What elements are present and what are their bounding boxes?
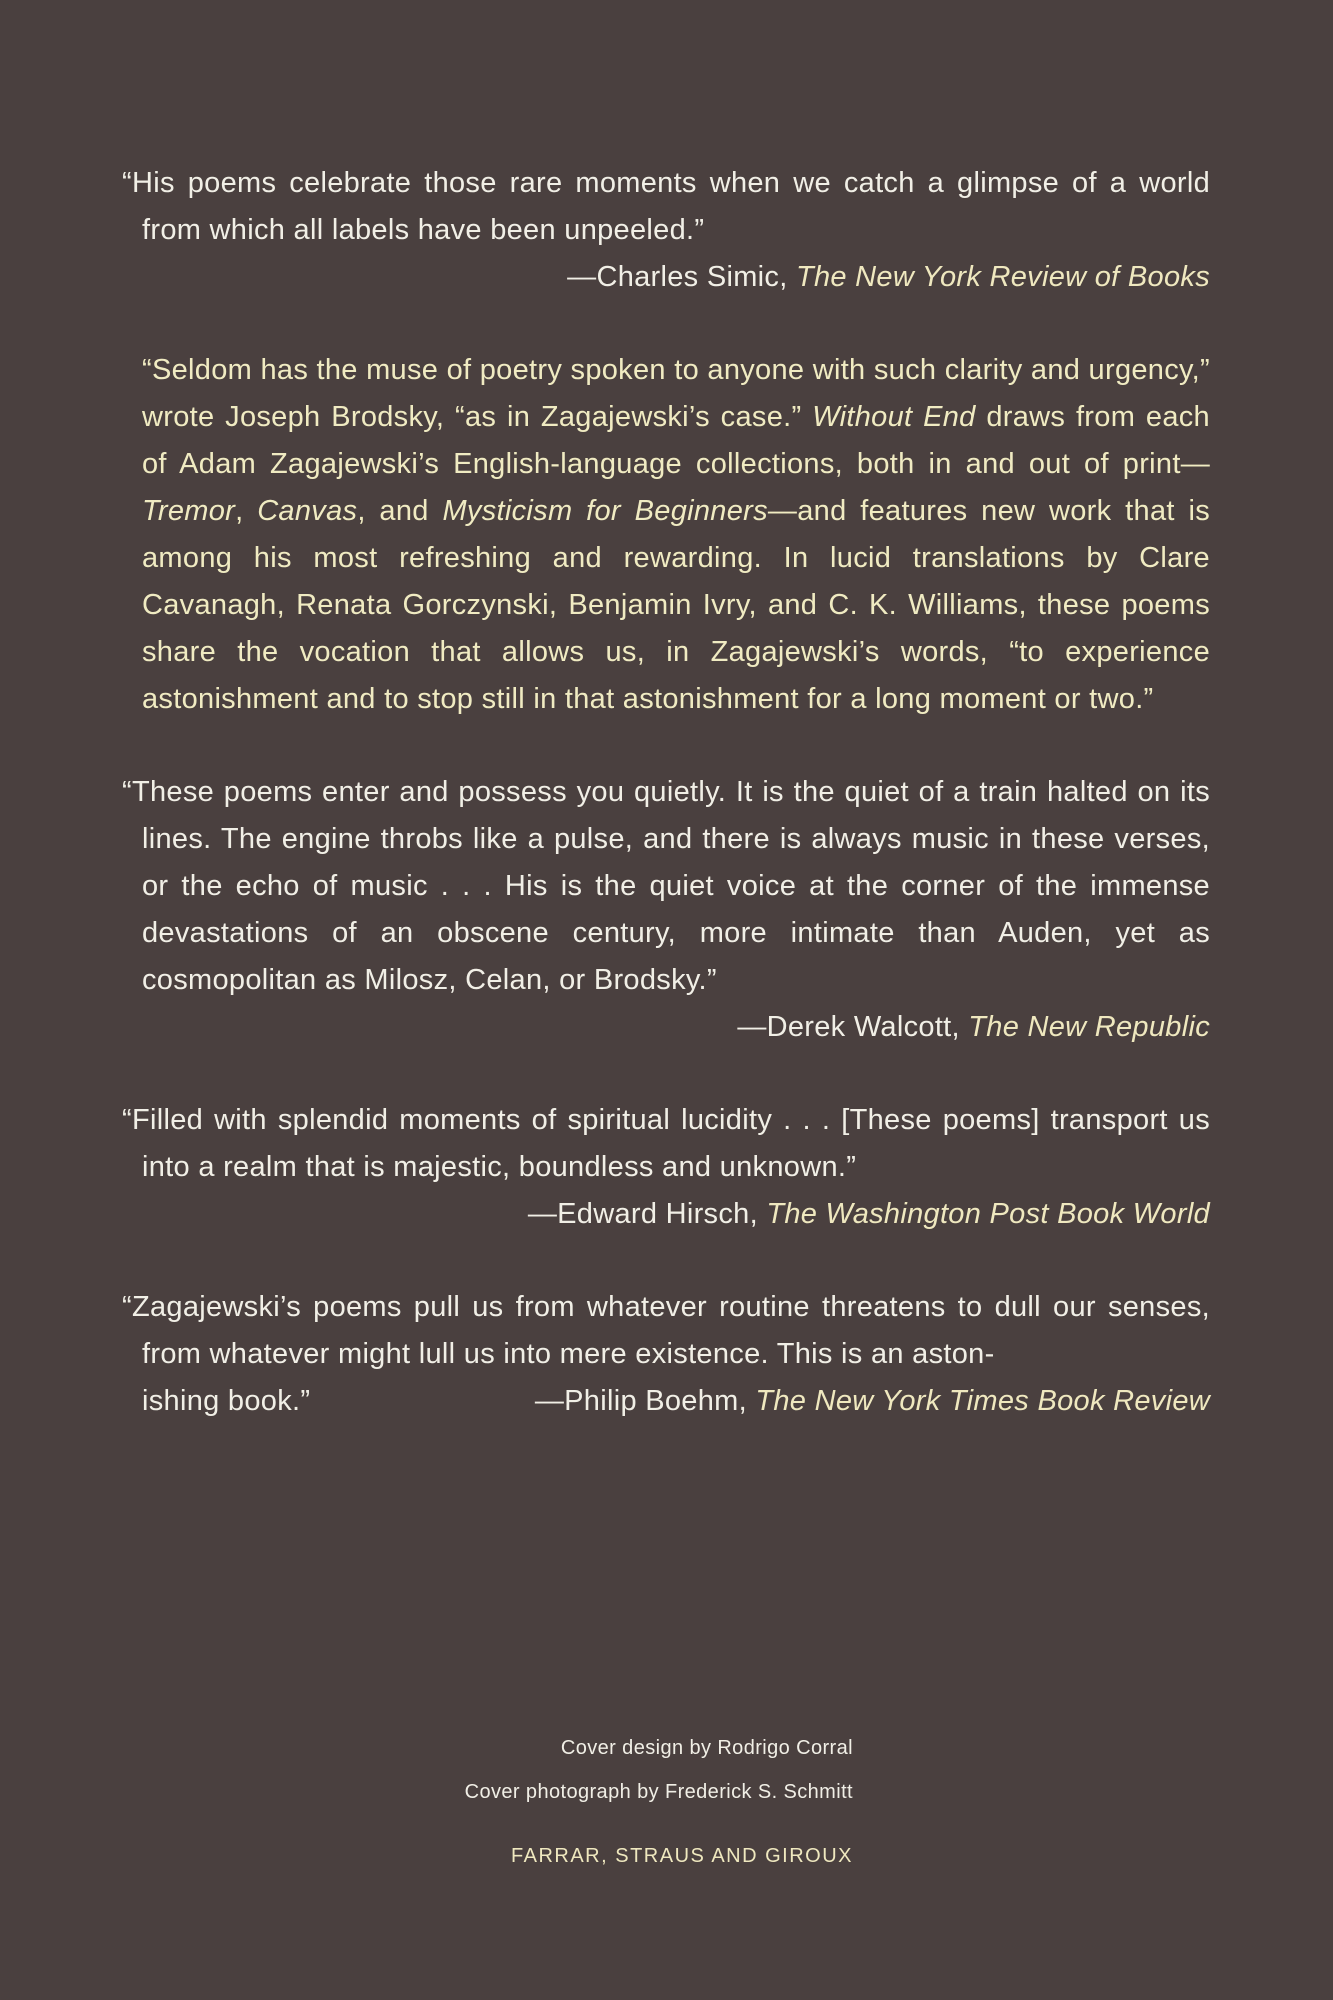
quote-boehm — [122, 1284, 1210, 1425]
cover-design-credit: Cover design by Rodrigo Corral — [560, 1737, 853, 1759]
description-text: —and features new work that is among his most refreshing and rewarding. In lucid translations by Clare Cavanagh, Renata Gorczynski, Benjamin Ivry, and C. K. Williams, these poems share the vocation that allows us, in Zagajewski’s words, “to experience astonishment and to stop still in that astonishment for a long moment or two.” — [142, 495, 1211, 715]
collection-title: Canvas — [257, 495, 358, 527]
separator: , — [235, 495, 258, 527]
description-text: draws from each of Adam Zagajewski’s English-language collections, both in and out of print— — [142, 401, 1210, 480]
quote-last-line — [122, 1378, 1210, 1425]
quote-text: “His poems celebrate those rare moments when we catch a glimpse of a world from which all labels have been unpeeled.” — [122, 167, 1210, 246]
quote-publication: The Washington Post Book World — [766, 1198, 1210, 1230]
description-text: “Seldom has the muse of poetry spoken to anyone with such clarity and urgency,” wrote Joseph Brodsky, “as in Zagajewski’s case.” — [142, 354, 1210, 433]
quote-hirsch — [122, 1097, 1210, 1238]
quote-author: —Derek Walcott, — [737, 1011, 969, 1043]
book-title: Without End — [812, 401, 976, 433]
quote-publication: The New Republic — [968, 1011, 1210, 1043]
quote-text-end: ishing book.” — [142, 1385, 311, 1417]
quote-author: —Edward Hirsch, — [527, 1198, 767, 1230]
quote-attribution — [122, 1191, 1210, 1238]
quote-text: “These poems enter and possess you quietly. It is the quiet of a train halted on its lines. The engine throbs like a pulse, and there is always music in these verses, or the echo of music . . . His is the quiet voice at the corner of the immense devastations of an obscene century, more intimate than Auden, yet as cosmopolitan as Milosz, Celan, or Brodsky.” — [122, 776, 1210, 996]
quote-publication: The New York Times Book Review — [755, 1385, 1210, 1417]
collection-title: Tremor — [142, 495, 236, 527]
quote-attribution — [122, 1004, 1210, 1051]
quote-publication: The New York Review of Books — [795, 261, 1210, 293]
publisher-name: FARRAR, STRAUS AND GIROUX — [511, 1845, 853, 1867]
collection-title: Mysticism for Beginners — [442, 495, 768, 527]
quote-attribution — [535, 1378, 1210, 1425]
quote-text: “Filled with splendid moments of spiritual lucidity . . . [These poems] transport us into a realm that is majestic, boundless and unknown.” — [122, 1104, 1210, 1183]
separator: , and — [357, 495, 443, 527]
quote-text: “Zagajewski’s poems pull us from whatever routine threatens to dull our senses, from whatever might lull us into mere existence. This is an aston- — [122, 1291, 1210, 1370]
cover-photo-credit: Cover photograph by Frederick S. Schmitt — [464, 1781, 853, 1803]
quote-attribution — [122, 254, 1210, 301]
quote-author: —Charles Simic, — [567, 261, 796, 293]
quote-author: —Philip Boehm, — [534, 1385, 756, 1417]
quote-walcott — [122, 769, 1210, 1051]
book-description — [122, 347, 1210, 723]
quote-simic — [122, 160, 1210, 301]
cover-credits — [300, 1726, 853, 1878]
blurb-area — [122, 160, 1210, 1471]
